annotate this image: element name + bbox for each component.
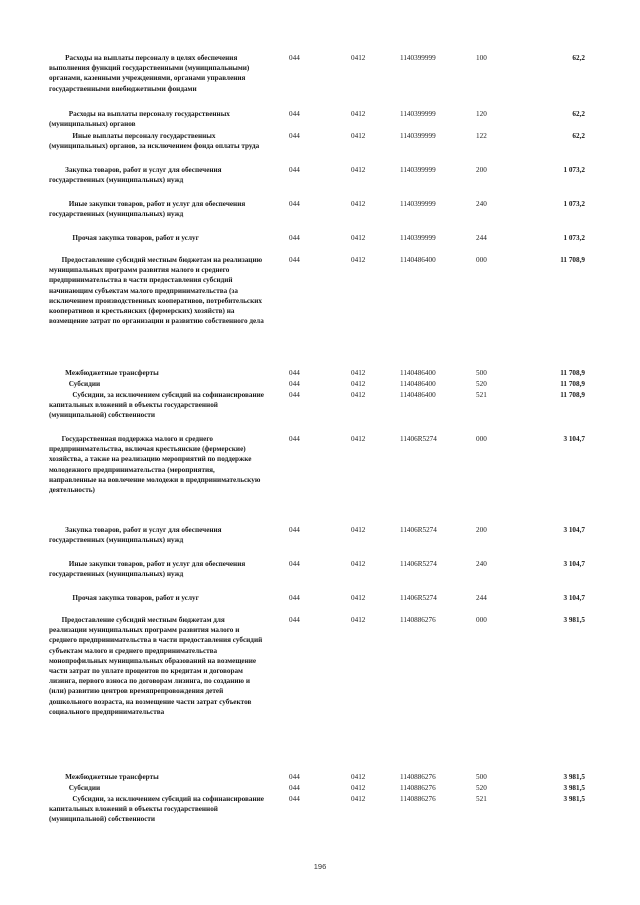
amount: 3 104,7 — [563, 594, 585, 602]
expense-type-code: 100 — [476, 54, 487, 62]
ministry-code: 044 — [289, 54, 300, 62]
expense-type-code: 244 — [476, 234, 487, 242]
amount: 3 104,7 — [563, 560, 585, 568]
row-description: Иные закупки товаров, работ и услуг для обеспечения государственных (муниципальных) нужд — [49, 560, 248, 579]
amount: 1 073,2 — [563, 166, 585, 174]
row-description: Субсидии, за исключением субсидий на софинансирование капитальных вложений в объекты государственной (муниципальной) собственности — [49, 391, 266, 420]
expense-type-code: 520 — [476, 380, 487, 388]
ministry-code: 044 — [289, 380, 300, 388]
row-description: Иные закупки товаров, работ и услуг для обеспечения государственных (муниципальных) нужд — [49, 200, 248, 219]
amount: 11 708,9 — [560, 256, 585, 264]
target-article-code: 1140486400 — [400, 369, 436, 377]
expense-type-code: 520 — [476, 784, 487, 792]
section-code: 0412 — [351, 200, 366, 208]
section-code: 0412 — [351, 234, 366, 242]
ministry-code: 044 — [289, 166, 300, 174]
target-article-code: 11406R5274 — [400, 435, 437, 443]
row-description: Прочая закупка товаров, работ и услуг — [49, 594, 199, 602]
ministry-code: 044 — [289, 200, 300, 208]
section-code: 0412 — [351, 560, 366, 568]
amount: 62,2 — [572, 54, 585, 62]
expense-type-code: 521 — [476, 795, 487, 803]
row-description: Субсидии, за исключением субсидий на софинансирование капитальных вложений в объекты государственной (муниципальной) собственности — [49, 795, 266, 824]
target-article-code: 11406R5274 — [400, 526, 437, 534]
row-description: Иные выплаты персоналу государственных (муниципальных) органов, за исключением фонда оплаты труда — [49, 132, 260, 151]
amount: 3 981,5 — [563, 616, 585, 624]
ministry-code: 044 — [289, 616, 300, 624]
section-code: 0412 — [351, 110, 366, 118]
page-number: 196 — [313, 862, 327, 871]
target-article-code: 1140399999 — [400, 166, 436, 174]
section-code: 0412 — [351, 773, 366, 781]
row-description: Государственная поддержка малого и среднего предпринимательства, включая крестьянские (фермерские) хозяйства, а также на реализацию мероприятий по поддержке молодежного предпринимательства (мероприятия, направленные на вовлечение молодежи в предпринимательскую деятельность) — [49, 435, 263, 495]
amount: 3 104,7 — [563, 526, 585, 534]
expense-type-code: 000 — [476, 256, 487, 264]
target-article-code: 1140399999 — [400, 200, 436, 208]
row-description: Закупка товаров, работ и услуг для обеспечения государственных (муниципальных) нужд — [49, 166, 224, 185]
target-article-code: 1140886276 — [400, 773, 436, 781]
expense-type-code: 240 — [476, 560, 487, 568]
target-article-code: 1140886276 — [400, 616, 436, 624]
section-code: 0412 — [351, 594, 366, 602]
ministry-code: 044 — [289, 784, 300, 792]
row-description: Расходы на выплаты персоналу в целях обеспечения выполнения функций государственными (муниципальными) органами, казенными учреждениями, органами управления государственными внебюджетными фондами — [49, 54, 252, 93]
row-description: Межбюджетные трансферты — [49, 369, 159, 377]
section-code: 0412 — [351, 256, 366, 264]
amount: 11 708,9 — [560, 380, 585, 388]
amount: 62,2 — [572, 132, 585, 140]
section-code: 0412 — [351, 380, 366, 388]
target-article-code: 1140886276 — [400, 784, 436, 792]
amount: 3 981,5 — [563, 773, 585, 781]
section-code: 0412 — [351, 795, 366, 803]
target-article-code: 1140399999 — [400, 234, 436, 242]
section-code: 0412 — [351, 54, 366, 62]
ministry-code: 044 — [289, 594, 300, 602]
expense-type-code: 120 — [476, 110, 487, 118]
amount: 3 981,5 — [563, 784, 585, 792]
expense-type-code: 000 — [476, 616, 487, 624]
section-code: 0412 — [351, 369, 366, 377]
expense-type-code: 200 — [476, 526, 487, 534]
ministry-code: 044 — [289, 526, 300, 534]
expense-type-code: 521 — [476, 391, 487, 399]
ministry-code: 044 — [289, 795, 300, 803]
amount: 11 708,9 — [560, 369, 585, 377]
section-code: 0412 — [351, 616, 366, 624]
target-article-code: 1140886276 — [400, 795, 436, 803]
amount: 3 981,5 — [563, 795, 585, 803]
expense-type-code: 500 — [476, 369, 487, 377]
row-description: Межбюджетные трансферты — [49, 773, 159, 781]
expense-type-code: 000 — [476, 435, 487, 443]
row-description: Расходы на выплаты персоналу государственных (муниципальных) органов — [49, 110, 232, 129]
ministry-code: 044 — [289, 773, 300, 781]
ministry-code: 044 — [289, 369, 300, 377]
ministry-code: 044 — [289, 132, 300, 140]
row-description: Субсидии — [49, 784, 101, 792]
row-description: Предоставление субсидий местным бюджетам на реализацию муниципальных программ развития малого и среднего предпринимательства в части предоставления субсидий начинающим субъектам малого предпринимательства (за исключением производственных кооперативов, потребительских кооперативов и крестьянских (фермерских) хозяйств) на возмещение затрат по организации и развитию собственного дела — [49, 256, 264, 326]
expense-type-code: 240 — [476, 200, 487, 208]
target-article-code: 1140486400 — [400, 256, 436, 264]
ministry-code: 044 — [289, 560, 300, 568]
expense-type-code: 200 — [476, 166, 487, 174]
row-description: Субсидии — [49, 380, 101, 388]
ministry-code: 044 — [289, 256, 300, 264]
expense-type-code: 244 — [476, 594, 487, 602]
amount: 11 708,9 — [560, 391, 585, 399]
row-description: Предоставление субсидий местным бюджетам для реализации муниципальных программ развития малого и среднего предпринимательства в части предоставления субсидий субъектам малого и среднего предпринимательства монопрофильных муниципальных образований на возмещение части затрат по уплате процентов по кредитам и договорам лизинга, первого взноса по договорам лизинга, по созданию и (или) развитию центров времяпрепровождения детей дошкольного возраста, на возмещение части затрат субъектов социального предпринимательства — [49, 616, 265, 716]
ministry-code: 044 — [289, 234, 300, 242]
target-article-code: 1140486400 — [400, 391, 436, 399]
target-article-code: 11406R5274 — [400, 594, 437, 602]
section-code: 0412 — [351, 526, 366, 534]
expense-type-code: 122 — [476, 132, 487, 140]
section-code: 0412 — [351, 166, 366, 174]
amount: 62,2 — [572, 110, 585, 118]
ministry-code: 044 — [289, 110, 300, 118]
section-code: 0412 — [351, 435, 366, 443]
target-article-code: 11406R5274 — [400, 560, 437, 568]
target-article-code: 1140486400 — [400, 380, 436, 388]
target-article-code: 1140399999 — [400, 110, 436, 118]
target-article-code: 1140399999 — [400, 132, 436, 140]
section-code: 0412 — [351, 391, 366, 399]
amount: 1 073,2 — [563, 234, 585, 242]
amount: 3 104,7 — [563, 435, 585, 443]
section-code: 0412 — [351, 132, 366, 140]
section-code: 0412 — [351, 784, 366, 792]
target-article-code: 1140399999 — [400, 54, 436, 62]
amount: 1 073,2 — [563, 200, 585, 208]
row-description: Закупка товаров, работ и услуг для обеспечения государственных (муниципальных) нужд — [49, 526, 224, 545]
expense-type-code: 500 — [476, 773, 487, 781]
ministry-code: 044 — [289, 391, 300, 399]
ministry-code: 044 — [289, 435, 300, 443]
row-description: Прочая закупка товаров, работ и услуг — [49, 234, 199, 242]
